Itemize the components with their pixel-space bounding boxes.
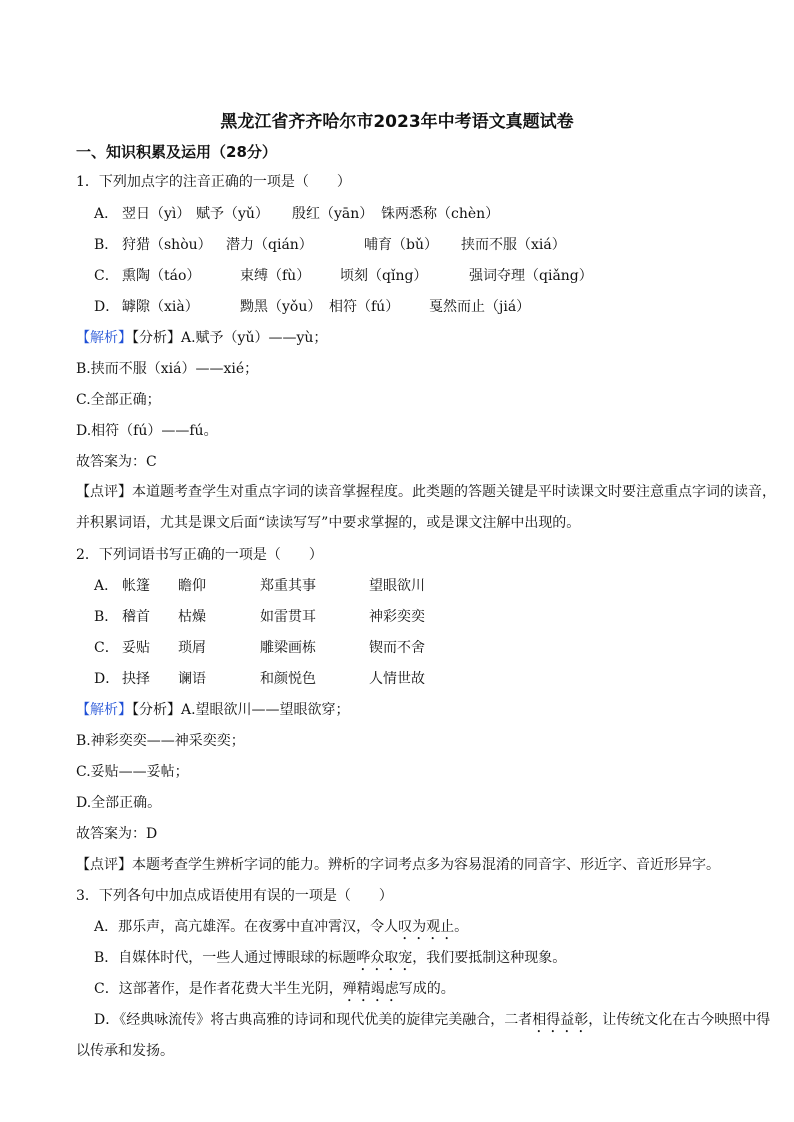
analysis-text: 【分析】A.赋予（yǔ）——yù； <box>132 330 328 346</box>
option-label: B． <box>94 237 119 253</box>
emphasized-idiom: 叹为观止 <box>398 919 455 935</box>
option-item: 和颜悦色 <box>260 671 316 687</box>
option-item: 熏陶（táo） <box>122 268 201 284</box>
analysis-line: D.相符（fú）——fú。 <box>76 423 218 439</box>
question-2-stem: 2．下列词语书写正确的一项是（ ） <box>76 547 323 563</box>
option-item: 狩猎（shòu） <box>122 237 212 253</box>
question-3-option-c <box>94 980 455 1005</box>
emphasized-idiom: 殚精竭虑 <box>342 981 399 997</box>
analysis-line: B.挟而不服（xiá）——xié； <box>76 361 259 377</box>
page-title: 黑龙江省齐齐哈尔市2023年中考语文真题试卷 <box>220 112 574 132</box>
option-item: 铢两悉称（chèn） <box>381 206 500 222</box>
option-item: 翌日（yì） <box>122 206 191 222</box>
option-item: 望眼欲川 <box>369 578 425 594</box>
analysis-tag: 【解析】 <box>76 702 132 718</box>
option-item: 稽首 <box>122 609 150 625</box>
option-item: 琐屑 <box>178 640 206 656</box>
option-item: 潜力（qián） <box>226 237 313 253</box>
question-3-option-b <box>94 949 566 974</box>
option-label: C． <box>94 640 119 656</box>
option-item: 罅隙（xià） <box>122 299 199 315</box>
option-label: A． <box>94 578 119 594</box>
option-label: D． <box>94 299 120 315</box>
comment-paragraph: 【点评】本道题考查学生对重点字词的读音掌握程度。此类题的答题关键是平时读课文时要注意重点字词的读音，并积累词语，尤其是课文后面“读读写写”中要求掌握的，或是课文注解中出现的。 <box>76 484 776 531</box>
option-item: 谰语 <box>178 671 206 687</box>
option-item: 神彩奕奕 <box>369 609 425 625</box>
option-text: B．自媒体时代，一些人通过博眼球的标题 <box>94 950 357 966</box>
option-item: 束缚（fù） <box>240 268 311 284</box>
option-text: A．那乐声，高亢雄浑。在夜雾中直冲霄汉，令人 <box>94 919 399 935</box>
option-item: 抉择 <box>122 671 150 687</box>
option-label: B． <box>94 609 119 625</box>
question-2-analysis <box>76 701 350 719</box>
option-label: A． <box>94 206 119 222</box>
option-item: 黝黑（yǒu） <box>240 299 322 315</box>
option-text: ，让传统文化在古今映照中得以传承和发扬。 <box>76 1012 771 1059</box>
option-label: C． <box>94 268 119 284</box>
question-1-analysis <box>76 329 327 347</box>
option-item: 殷红（yān） <box>292 206 374 222</box>
option-item: 挟而不服（xiá） <box>461 237 566 253</box>
question-3-option-a <box>94 918 468 943</box>
option-item: 相符（fú） <box>329 299 400 315</box>
option-text: C．这部著作，是作者花费大半生光阴， <box>94 981 343 997</box>
option-item: 人情世故 <box>369 671 425 687</box>
option-item: 瞻仰 <box>178 578 206 594</box>
emphasized-idiom: 相得益彰 <box>532 1012 589 1028</box>
option-text: 写成的。 <box>398 981 455 997</box>
option-text: ，我们要抵制这种现象。 <box>412 950 567 966</box>
option-item: 哺育（bǔ） <box>364 237 438 253</box>
question-3-stem: 3．下列各句中加点成语使用有误的一项是（ ） <box>76 888 393 904</box>
option-item: 戛然而止（jiá） <box>429 299 531 315</box>
question-1-stem: 1．下列加点字的注音正确的一项是（ ） <box>76 174 351 190</box>
option-text: D．《经典咏流传》将古典高雅的诗词和现代优美的旋律完美融合，二者 <box>94 1012 533 1028</box>
option-item: 郑重其事 <box>260 578 316 594</box>
answer-line: 故答案为：C <box>76 454 157 470</box>
question-3-option-d <box>76 1005 776 1067</box>
analysis-line: D.全部正确。 <box>76 795 162 811</box>
option-item: 赋予（yǔ） <box>196 206 269 222</box>
section-heading: 一、知识积累及运用（28分） <box>76 143 277 161</box>
option-item: 妥贴 <box>122 640 150 656</box>
comment-line: 【点评】本题考查学生辨析字词的能力。辨析的字词考点多为容易混淆的同音字、形近字、音近形异字。 <box>76 857 720 873</box>
answer-line: 故答案为：D <box>76 826 158 842</box>
emphasized-idiom: 哗众取宠 <box>356 950 413 966</box>
option-item: 如雷贯耳 <box>260 609 316 625</box>
option-item: 强词夺理（qiǎng） <box>469 268 593 284</box>
option-item: 锲而不舍 <box>369 640 425 656</box>
analysis-text: 【分析】A.望眼欲川——望眼欲穿； <box>132 702 350 718</box>
option-item: 雕梁画栋 <box>260 640 316 656</box>
option-item: 枯燥 <box>178 609 206 625</box>
analysis-line: C.妥贴——妥帖； <box>76 764 189 780</box>
analysis-tag: 【解析】 <box>76 330 132 346</box>
analysis-line: C.全部正确； <box>76 392 161 408</box>
option-label: D． <box>94 671 120 687</box>
analysis-line: B.神彩奕奕——神采奕奕； <box>76 733 245 749</box>
option-item: 帐篷 <box>122 578 150 594</box>
option-item: 顷刻（qǐng） <box>340 268 428 284</box>
option-text: 。 <box>454 919 469 935</box>
